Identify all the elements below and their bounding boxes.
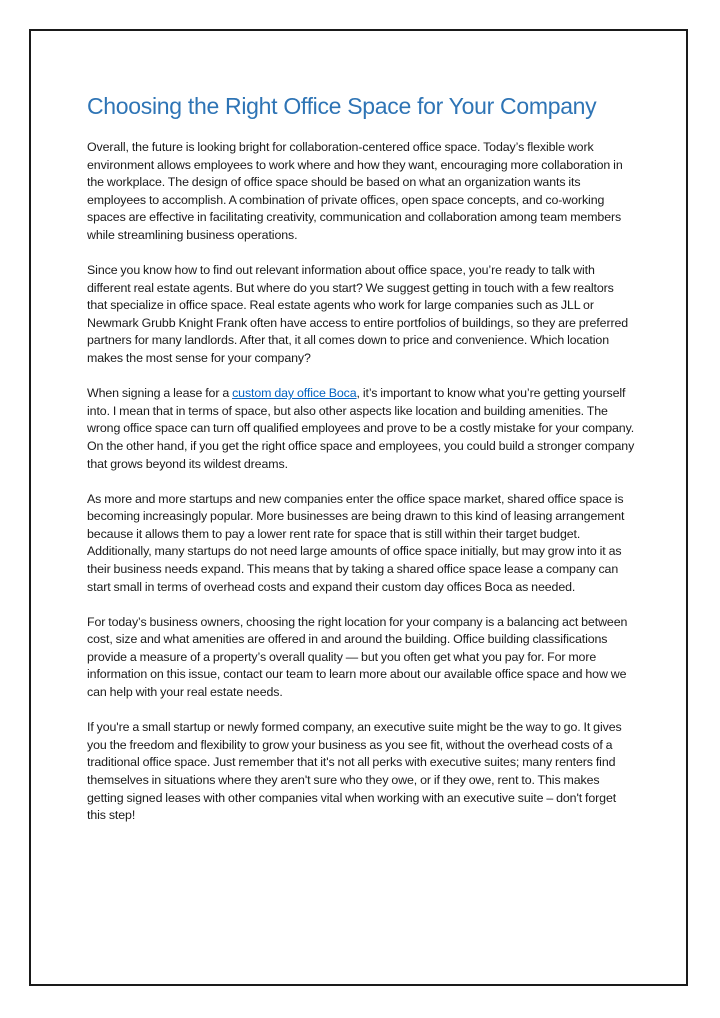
paragraph-3-text-after: , it’s important to know what you’re getting yourself into. I mean that in terms of space, but also other aspects like location and building amenities. The wrong office space can turn off qualified employees and prove to be a costly mistake for your company. On the other hand, if you get the right office space and employees, you could build a stronger company that grows beyond its wildest dreams. [87, 386, 635, 471]
custom-day-office-link[interactable]: custom day office Boca [232, 386, 357, 401]
paragraph-6: If you're a small startup or newly formed company, an executive suite might be the way to go. It gives you the freedom and flexibility to grow your business as you see fit, without the overhead costs of a traditional office space. Just remember that it's not all perks with executive suites; many renters find themselves in situations where they aren't sure who they owe, or if they owe, rent to. This makes getting signed leases with other companies vital when working with an executive suite – don't forget this step! [87, 720, 622, 823]
document-title: Choosing the Right Office Space for Your Company [87, 93, 597, 119]
document-content [87, 89, 635, 842]
paragraph-5: For today’s business owners, choosing the right location for your company is a balancing act between cost, size and what amenities are offered in and around the building. Office building classifications provide a measure of a property’s overall quality — but you often get what you pay for. For more information on this issue, contact our team to learn more about our available office space and how we can help with your real estate needs. [87, 614, 628, 700]
paragraph-3-text-before: When signing a lease for a [87, 386, 233, 401]
paragraph-4: As more and more startups and new companies enter the office space market, shared office space is becoming increasingly popular. More businesses are being drawn to this kind of leasing arrangement because it allows them to pay a lower rent rate for space that is still within their target budget. Additionally, many startups do not need large amounts of office space initially, but may grow into it as their business needs expand. This means that by taking a shared office space lease a company can start small in terms of overhead costs and expand their custom day offices Boca as needed. [87, 491, 625, 594]
paragraph-1: Overall, the future is looking bright for collaboration-centered office space. Today’s flexible work environment allows employees to work where and how they want, encouraging more collaboration in the workplace. The design of office space should be based on what an organization wants its employees to accomplish. A combination of private offices, open space concepts, and co-working spaces are effective in facilitating creativity, communication and collaboration among team members while streamlining business operations. [87, 140, 623, 242]
paragraph-3 [87, 385, 635, 473]
paragraph-2: Since you know how to find out relevant information about office space, you’re ready to talk with different real estate agents. But where do you start? We suggest getting in touch with a few realtors that specialize in office space. Real estate agents who work for large companies such as JLL or Newmark Grubb Knight Frank often have access to entire portfolios of buildings, so they are preferred partners for many landlords. After that, it all comes down to price and convenience. Which location makes the most sense for your company? [87, 263, 629, 366]
document-body [87, 139, 635, 825]
